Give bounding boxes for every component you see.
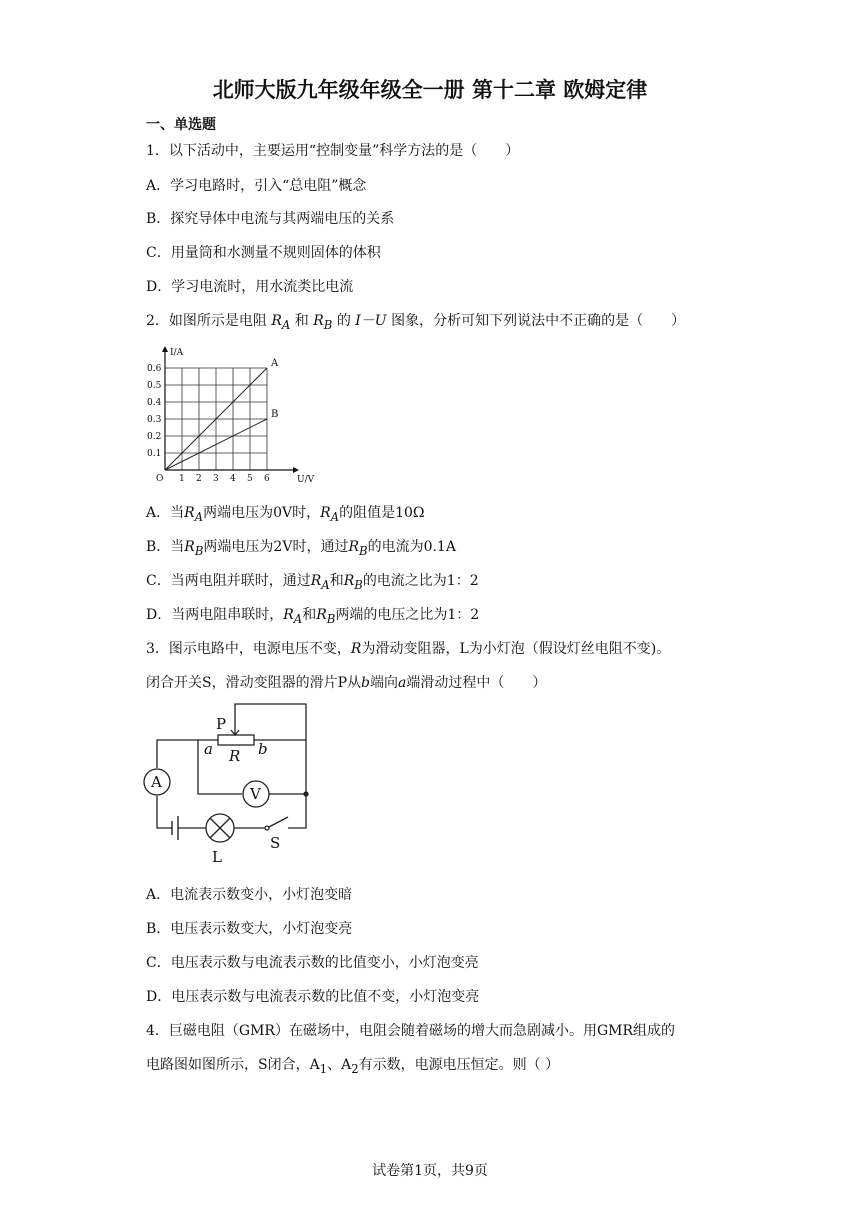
q2-stem: 2．如图所示是电阻 $R_A$ 和 $R_B$ 的 I－U 图象，分析可知下列说法中不正确的是（ ） xyxy=(146,313,686,332)
q1-option-d: D．学习电流时，用水流类比电流 xyxy=(146,279,354,295)
q3-stem-line2: 闭合开关S，滑动变阻器的滑片P从b端向a端滑动过程中（ ） xyxy=(146,675,547,691)
q3-option-a: A．电流表示数变小，小灯泡变暗 xyxy=(146,887,353,903)
slider-wire xyxy=(235,704,306,794)
switch-icon xyxy=(265,826,269,830)
y-tick-label: 0.3 xyxy=(147,415,162,425)
wire-top-left xyxy=(157,740,198,768)
slider-label: P xyxy=(216,715,227,733)
x-tick-label: 3 xyxy=(213,474,219,484)
switch-label: S xyxy=(270,834,281,852)
y-axis-label: I/A xyxy=(170,348,184,358)
rheostat-icon xyxy=(218,735,254,745)
page-title: 北师大版九年级年级全一册 第十二章 欧姆定律 xyxy=(212,78,648,102)
circuit-diagram xyxy=(138,700,318,868)
junction-dot xyxy=(304,792,308,796)
q1-option-c: C．用量筒和水测量不规则固体的体积 xyxy=(146,245,381,261)
y-tick-label: 0.6 xyxy=(147,364,162,374)
q3-option-b: B．电压表示数变大，小灯泡变亮 xyxy=(146,921,353,937)
q3-option-c: C．电压表示数与电流表示数的比值变小，小灯泡变亮 xyxy=(146,955,479,971)
x-tick-label: 2 xyxy=(196,474,202,484)
y-tick-label: 0.5 xyxy=(147,381,162,391)
rheostat-end-b: b xyxy=(258,740,268,758)
iu-chart xyxy=(140,338,315,488)
q4-stem-line2: 电路图如图所示，S闭合，$A_1$、$A_2$有示数，电源电压恒定。则（ ） xyxy=(146,1057,560,1076)
y-tick-label: 0.2 xyxy=(147,432,162,442)
q2-option-a: A．当$R_A$两端电压为0V时，$R_A$的阻值是10Ω xyxy=(146,505,425,524)
rheostat-end-a: a xyxy=(204,740,213,758)
y-axis-arrow xyxy=(162,346,168,352)
q1-stem: 1．以下活动中，主要运用“控制变量”科学方法的是（ ） xyxy=(146,143,520,159)
rheostat-label: R xyxy=(229,747,241,765)
chart-axes xyxy=(162,346,299,473)
x-tick-label: 4 xyxy=(230,474,236,484)
section-heading: 一、单选题 xyxy=(146,117,216,133)
q3-stem-line1: 3．图示电路中，电源电压不变，R为滑动变阻器，L为小灯泡（假设灯丝电阻不变)。 xyxy=(146,641,671,657)
q3-option-d: D．电压表示数与电流表示数的比值不变，小灯泡变亮 xyxy=(146,989,480,1005)
q1-option-b: B．探究导体中电流与其两端电压的关系 xyxy=(146,211,395,227)
x-tick-label: 1 xyxy=(179,474,185,484)
x-axis-arrow xyxy=(293,467,299,473)
q2-option-d: D．当两电阻串联时，$R_A$和$R_B$两端的电压之比为1：2 xyxy=(146,607,480,626)
y-tick-label: 0.1 xyxy=(147,449,162,459)
x-axis-label: U/V xyxy=(297,475,315,485)
q2-option-c: C．当两电阻并联时，通过$R_A$和$R_B$的电流之比为1：2 xyxy=(146,573,479,592)
chart-labels xyxy=(147,348,315,485)
voltmeter-label: V xyxy=(250,785,261,803)
x-tick-label: 6 xyxy=(264,474,270,484)
x-tick-label: 5 xyxy=(247,474,253,484)
series-label-A: A xyxy=(271,358,279,369)
q4-stem-line1: 4．巨磁电阻（GMR）在磁场中，电阻会随着磁场的增大而急剧减小。用GMR组成的 xyxy=(146,1023,676,1039)
page-footer: 试卷第1页，共9页 xyxy=(372,1163,488,1179)
wire-bottom-left xyxy=(157,796,172,828)
series-label-B: B xyxy=(271,409,279,420)
ammeter-label: A xyxy=(151,773,162,791)
lamp-label: L xyxy=(212,848,222,866)
q1-option-a: A．学习电路时，引入“总电阻”概念 xyxy=(146,178,367,194)
origin-label: O xyxy=(156,474,164,484)
y-tick-label: 0.4 xyxy=(147,398,162,408)
q2-option-b: B．当$R_B$两端电压为2V时，通过$R_B$的电流为0.1A xyxy=(146,539,456,558)
